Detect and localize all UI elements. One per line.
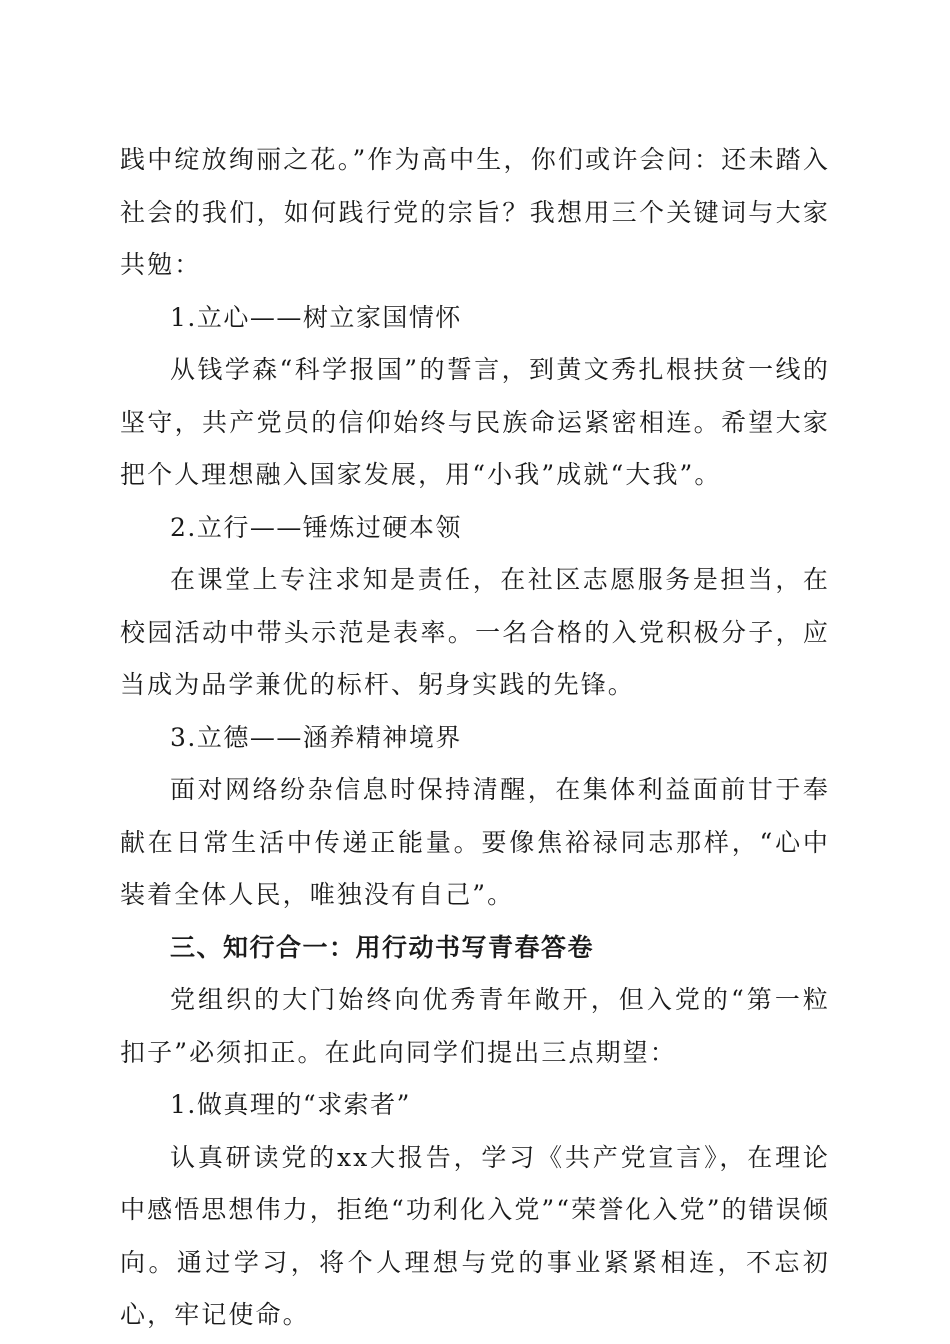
paragraph-truth-seeker: 认真研读党的xx大报告，学习《共产党宣言》，在理论中感悟思想伟力，拒绝“功利化入党”“荣誉化入党”的错误倾向。通过学习，将个人理想与党的事业紧紧相连，不忘初心，牢记使命。 [120, 1142, 830, 1329]
section-heading-three: 三、知行合一：用行动书写青春答卷 [170, 932, 595, 962]
subheading-li-de: 3.立德——涵养精神境界 [170, 722, 462, 752]
subheading-truth-seeker: 1.做真理的“求索者” [170, 1090, 411, 1119]
paragraph-party-door: 党组织的大门始终向优秀青年敞开，但入党的“第一粒扣子”必须扣正。在此向同学们提出三点期望： [120, 985, 830, 1067]
subheading-li-xin: 1.立心——树立家国情怀 [170, 302, 462, 332]
paragraph-li-de: 面对网络纷杂信息时保持清醒，在集体利益面前甘于奉献在日常生活中传递正能量。要像焦裕禄同志那样，“心中装着全体人民，唯独没有自己”。 [120, 775, 830, 909]
paragraph-li-xin: 从钱学森“科学报国”的誓言，到黄文秀扎根扶贫一线的坚守，共产党员的信仰始终与民族命运紧密相连。希望大家把个人理想融入国家发展，用“小我”成就“大我”。 [120, 355, 830, 489]
paragraph-continued: 践中绽放绚丽之花。”作为高中生，你们或许会问：还未踏入社会的我们，如何践行党的宗旨？我想用三个关键词与大家共勉： [120, 145, 830, 279]
document-page [120, 134, 830, 1342]
paragraph-li-xing: 在课堂上专注求知是责任，在社区志愿服务是担当，在校园活动中带头示范是表率。一名合格的入党积极分子，应当成为品学兼优的标杆、躬身实践的先锋。 [120, 565, 830, 699]
subheading-li-xing: 2.立行——锤炼过硬本领 [170, 512, 462, 542]
